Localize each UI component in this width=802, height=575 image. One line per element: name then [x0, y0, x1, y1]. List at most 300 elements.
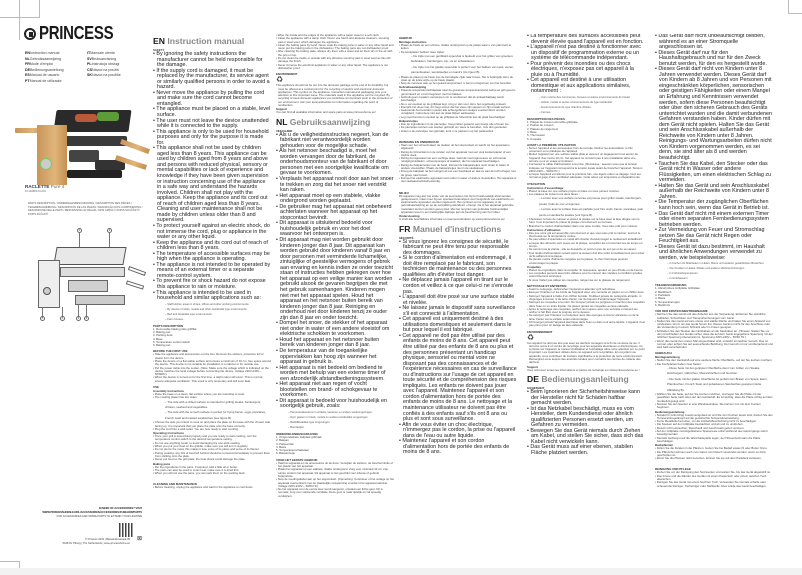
- qr-code: [119, 523, 133, 537]
- subsection-title: AVANT LA PREMIÈRE UTILISATION: [527, 142, 576, 147]
- instruction-text: 2. Poêlon de cuisson: [527, 123, 554, 128]
- instruction-text: • Stop de voedingskabel aan op het stopcontact. (Opmerking: Controleer of het voltage op het apparaat overeenkomt met de plaatselijke netspanning voordat u het apparaat aansluit. Voltage 220V-240V~, 50/60 Hz).: [276, 477, 394, 488]
- section-heading: [399, 224, 517, 234]
- heading-text: Manuel d'instructions: [412, 223, 502, 234]
- safety-bullet: • Pour prévenir des incendies ou des chocs électriques, n'exposez pas cet appareil à la pluie ou à l'humidité.: [527, 60, 634, 78]
- instruction-text: • Ne pas utiliser d'ustensiles en métal afin d'éviter d'endommager le revêtement antiadhésif.: [527, 237, 643, 242]
- subheading: Gebruiksaanwijzing: [399, 85, 427, 90]
- diagram-callout: 3: [77, 317, 80, 320]
- safety-bullet: • Ist das Netzkabel beschädigt, muss es vom Hersteller, dem Kundendienst oder ähnlich qualifizierten Personen ersetzt werden, um Gefahren zu vermeiden.: [527, 405, 635, 429]
- instruction-text: • Après le nettoyage des coupelles, séchez-les toujours avec une serviette et laissez-les sécher à l'air libre avec la poignée sur le dessus.: [527, 306, 638, 315]
- instruction-text: • Stecken Sie den Stecker in eine Wandsteckdose. Sie können nun mit dem Kochen beginnen.: [655, 401, 761, 410]
- diagram-callout: 4: [61, 317, 64, 320]
- instruction-text: • The pans can also be used to cook meat, make sure it is dried thin.: [153, 467, 240, 472]
- subheading: Bedienungsanleitung: [655, 409, 685, 414]
- instruction-text: • Wenn Sie die Pfannen nicht benutzen, können Sie sie auf dem Parkdeck ventauen.: [655, 456, 762, 461]
- instruction-text: • Reinigen Sie das Gerät mit einem feuchten Tuch. Verwenden Sie niemals scharfe oder scheuernde Reiniger, Topfreiniger oder Stahlwolle. Dies würde das Gerät beschädigen.: [655, 480, 767, 488]
- list-subitem: – Boerderijen.: [288, 425, 305, 429]
- instruction-text: • Before cleaning, unplug the appliance and wait for the appliance to cool down.: [153, 485, 254, 490]
- safety-bullet: • This appliance is intended to be used in household and similar applications such as:: [153, 289, 261, 302]
- instruction-text: • Nehmen Sie das Gerät und das Zubehör aus der Verpackung. Entfernen Sie sämtliche Aufkleber, Schutzfolien und Transportsicherungen vom Gerät.: [655, 312, 766, 320]
- safety-bullet: • De gebruiker mag het apparaat niet onbeheerd achterlaten wanneer het apparaat op het stopcontact bevindt.: [276, 203, 392, 221]
- safety-bullet: • By ignoring the safety instructions the manufacturer cannot be held responsible for the damage.: [153, 51, 263, 69]
- instruction-text: • Choisissez la face de cuisson et placez la plaque sur la base avec la face dirigée vers le haut. Il est important de placer la plaque correctement sur la base.: [527, 216, 640, 225]
- safety-bullet: • Houd het apparaat en het netsnoer buiten bereik van kinderen jonger dan 8 jaar.: [276, 336, 380, 349]
- language-code: CS: [87, 67, 92, 72]
- diagram-callout: 6: [85, 317, 88, 320]
- list-subitem: – Door gasten in hotels, motels en andere residentiële omgevingen.: [288, 415, 369, 419]
- instruction-text: • Nettoyez l'appareil à l'aide d'un chiffon humide. N'utilisez jamais de nettoyants abrasifs, ni d'éponges à récurer ni de laine d'acier, car ils risquent d'endommager l'appareil.: [527, 293, 642, 301]
- instruction-text: • Reinig de binnenkant en de randen van het apparaat met een stuk keukenpapier of een zachte doek.: [399, 149, 511, 157]
- section-heading: [276, 117, 394, 127]
- instruction-text: 4. Basis: [655, 296, 666, 301]
- subsection-title: BEFORE THE FIRST USE: [153, 349, 188, 354]
- subheading: Montage-instructies: [399, 40, 427, 44]
- subsection-title: VOOR HET EERSTE GEBRUIK: [276, 457, 318, 462]
- subheading: Baking pans: [153, 461, 171, 466]
- instruction-text: • Die Pfännchen können auch zum Garen von Fleisch verwendet werden, wenn es dünn geschnitten ist.: [655, 449, 766, 457]
- instruction-text: • When you will not use the pans, you can park them on the parking deck.: [153, 471, 246, 476]
- instruction-text: • Draai de temperatuurschakelaar naar de gewenste temperatuurstand zodra uw grill goed is gemonteerd en u kunt beginnen met het bakken.: [399, 88, 516, 96]
- instruction-text: 1. Plaque de cuisson amovible grill/plate: [527, 120, 578, 125]
- language-entry: [25, 79, 87, 83]
- language-code: NL: [276, 116, 288, 127]
- language-entry: [25, 51, 87, 55]
- instruction-text: • Clean the appliance with a damp cloth. Never use harsh and abrasive cleaners, scouring pad or steel wool, which damages the appliance.: [276, 36, 390, 44]
- recycle-icon: ♻: [527, 332, 535, 342]
- product-model: Pure 4: [50, 184, 65, 189]
- safety-bullet: • Dit apparaat mag niet worden gebruikt door kinderen jonger dan 8 jaar. Dit apparaat kan worden gebruikt door kinderen vanaf 8 jaar en door personen met verminderde lichamelijke, zintuiglijke of geestelijke vermogens of gebrek aan ervaring en kennis indien ze onder toezicht staan of instructies hebben gekregen over hoe het apparaat op een veilige manier kan worden gebruikt alsook de gevaren begrijpen die met het gebruik samenhangen. Kinderen mogen niet met het apparaat spelen. Houd het apparaat en het netsnoer buiten bereik van kinderen jonger dan 8 jaar. Reiniging en onderhoud niet door kinderen tenzij ze ouder zijn dan 8 jaar en onder toezicht.: [276, 237, 393, 321]
- instruction-text: • Doorprik het vlees niet; dit zorgt ervoor dat het vlees zijn sappen en zijn smaak verliest.: [399, 104, 511, 109]
- accessory-tagline: FOR ACCESSORIES AND SPARE PARTS TO EXTEND YOUR LIFETIME: [56, 515, 142, 519]
- instruction-text: 4. Base: [527, 129, 537, 134]
- subsection-title: CLEANING AND MAINTENANCE: [153, 482, 198, 487]
- instruction-text: • Die Kochplatten haben zwei Seiten:: [655, 361, 702, 366]
- copyright: © Princess 2022 | Bassandersstraat 95: [85, 537, 130, 541]
- safety-bullet: • Dit apparaat is bedoeld voor huishoudelijk en soortgelijk gebruik, zoals:: [276, 397, 387, 410]
- language-entry: [87, 51, 147, 55]
- subsection-title: SÉCURITÉ: [399, 235, 414, 240]
- language-entry: [25, 68, 87, 72]
- language-code: EN: [25, 51, 30, 55]
- column-en: [153, 34, 271, 564]
- safety-bullet: • Das Gerät darf nicht mit einem externen Timer oder einem separaten Fernbedienungssystem betrieben werden.: [655, 210, 769, 228]
- safety-bullet: • Bewegen Sie das Gerät niemals durch Ziehen am Kabel, und stellen Sie sicher, dass sich das Kabel nicht verwickeln kann.: [527, 427, 644, 445]
- instruction-text: • Ne nettoyez pas l'intérieur ou l'extérieur avec des éponges à récurer abrasives ou de la laine d'acier car la surface serait endommagée.: [527, 313, 639, 321]
- instruction-text: • Les coupelles peuvent aussi être utilisées pour la cuisson des viandes à condition qu'elles soient finement émincées.: [527, 271, 643, 279]
- instruction-text: 5. Temperatuurschakelaar: [276, 448, 309, 453]
- instruction-text: • Place the base on a clean, flat surface where you are intending to cook.: [153, 392, 245, 397]
- safety-bullet: • Het apparaat is niet bedoeld om bediend te worden met behulp van een externe timer of een afzonderlijk afstandbedieningssysteem.: [276, 364, 386, 382]
- instruction-text: • Lorsque des aliments sont posés sur la plaque, surveillez-les et retournez-les de temps en temps.: [527, 240, 643, 249]
- cover-panel: [0, 0, 150, 575]
- instruction-text: • Auf der Grillplatte zurückgebliebene Speisereste sofort während des Garvorgangs sofort beseitigt werden.: [655, 429, 768, 437]
- language-entry: [87, 73, 147, 77]
- instruction-text: • Nettoyez les coupelles à la main. Ne trempez jamais les poignées en bambou des coupelles dans l'eau ou un autre liquide. Ne placez jamais les coupelles au lave-vaisselle.: [527, 300, 645, 308]
- language-code: FR: [399, 223, 411, 234]
- safety-bullet: • De temperatuur van de toegankelijke oppervlakken kan hoog zijn wanneer het apparaat in gebruik is.: [276, 347, 377, 366]
- instruction-text: 3. Parkdeck: [655, 293, 671, 298]
- list-subitem: – Die Seite mit der glatten Oberfläche ist perfekt zum Braten von Speck, Eiern, Pfannkuchen, French Toast und gebackenen Sandwiches geeignet (siehe Abbildung B).: [667, 376, 768, 392]
- list-subitem: – Environnements de type chambre d'hôtes.: [539, 106, 592, 110]
- safety-bullet: • This appliance is only to be used for household purposes and only for the purpose it is made for.: [153, 128, 269, 146]
- safety-bullet: • Maintenez l'appareil et son cordon d'alimentation hors de portée des enfants de moins de 8 ans.: [399, 438, 510, 456]
- subheading: Instructions d'assemblage: [527, 185, 564, 190]
- instruction-text: • Placez les ingrédients dans la coupelle. Si nécessaire, ajoutez un peu d'huile ou de beurre.: [527, 267, 644, 272]
- instruction-text: • Place the device on a flat stable surface and ensure a minimum of 10 cm. free space around the device. This device is not suitable for installation in a cabinet or for outside use.: [153, 358, 271, 367]
- subsection-title: DESCRIPTION DES PIÈCES: [527, 117, 565, 122]
- list-subitem: – Hôtels, motels et autres environnements de type résidentiel.: [539, 101, 613, 105]
- language-entry: [25, 57, 87, 61]
- safety-bullet: • Si le cordon d'alimentation est endommagé, il doit être remplacé par le fabricant, son technicien de maintenance ou des personnes qualifiées afin d'éviter tout danger.: [399, 255, 512, 278]
- product-photo: [25, 100, 140, 185]
- instruction-text: • Haal het apparaat en de accessoires uit de doos. Verwijder de stickers, de beschermfolie of het plastic van het apparaat.: [276, 460, 393, 469]
- instruction-text: • Plug the cord into a wall outlet. You are now ready to start cooking.: [153, 426, 239, 431]
- list-subitem: – Diese Seite mit der gerippten Oberfläche dient zum Grillen von Steaks, Hamburgern, Hähnchen, Meeresfrüchten und Gemüse.: [667, 366, 761, 376]
- safety-bullet: • Dit apparaat is uitsluitend bedoeld voor huishoudelijk gebruik en voor het doel waarvoor het ontworpen is.: [276, 220, 373, 238]
- subsection-title: REINIGING EN ONDERHOUD: [399, 139, 439, 144]
- list-subitem: – La face avec la surface lisse est parfaite pour frire œufs, bacon, pancakes, pain perdu et sandwichs toastés (voir figure B).: [539, 207, 644, 217]
- safety-bullet: • Als het netsnoer beschadigd is, moet het worden vervangen door de fabrikant, de onderhoudsmonteur van de fabrikant of door personen met een soortgelijke kwalificatie om gevaar te voorkomen.: [276, 148, 389, 177]
- subsection-title: VOR DER ERSTEN INBETRIEBNAHME: [655, 309, 708, 314]
- instruction-text: • Stellen Sie den Gerätefuß auf eine saubere flache Oberfläche, auf der Sie kochen möchten.: [655, 358, 773, 363]
- instruction-text: • Schließen Sie den Stecker des Netzkabels an die Steckdose an. (Hinweis: Stellen Sie vor dem Anschließen des Geräts sicher, dass die auf dem Gerät angegebene Spannung mit der örtlichen Spannung übereinstimmt. Spannung 220V-240V~, 50/60 Hz.): [655, 328, 773, 340]
- safety-bullet: • Het apparaat niet aan regen of vocht blootstellen om brand- of schokgevaar te voorkomen.: [276, 381, 378, 399]
- instruction-text: • Avant le nettoyage, débranchez l'appareil et attendez qu'il refroidisse.: [527, 287, 616, 292]
- crop-mark: [788, 0, 802, 14]
- instruction-text: • Haal voor het schoonmaken de stekker uit het stopcontact en wacht tot het apparaat is afgekoeld.: [399, 142, 510, 151]
- heading-text: Bedienungsanleitung: [541, 373, 629, 384]
- spacer: [655, 460, 773, 465]
- safety-bullet: • Dieses Gerät darf nur für den Haushaltsgebrauch und nur für den Zweck benutzt werden, für den es hergestellt wurde.: [655, 49, 767, 67]
- instruction-text: • Gebruik geen metalen voorwerpen om te voorkomen dat de antiaanbaklaag wordt beschadigd.: [399, 95, 504, 103]
- instruction-text: • Niemals Gefriergut auf die Warmhalteplatte legen, der Hitzeschock kann die Platte beschädigen.: [655, 435, 761, 443]
- safety-bullet: • The temperature of accessible surfaces may be high when the appliance is operating.: [153, 250, 270, 263]
- safety-bullet: • Cet appareil est uniquement destiné à des utilisations domestiques et seulement dans le but pour lequel il est fabriqué.: [399, 316, 512, 334]
- safety-bullet: • Cet appareil est destiné à une utilisation domestique et aux applications similaires, notamment :: [527, 77, 631, 95]
- language-code: FR: [25, 62, 30, 66]
- instruction-text: • Si vous n'allez pas utiliser les coupelles, rangez-les sur le plateau de rangement.: [527, 277, 631, 282]
- subheading: Support: [276, 107, 288, 112]
- column-en-nl: [276, 34, 394, 564]
- safety-bullet: • Die Temperatur der zugänglichen Oberflächen kann hoch sein, wenn das Gerät in Betrieb ist.: [655, 199, 769, 211]
- diagram-callout: 2: [108, 229, 111, 232]
- instruction-text: • Ziehen Sie vor der Reinigung den Netzstecker und warten Sie, bis das Gerät abgekühlt ist.: [655, 470, 771, 475]
- instruction-text: • Choose the side you intend to cook on and place the plate on the base with the chosen side facing up. It is important that you place the plate onto the base correctly.: [153, 420, 271, 428]
- instruction-text: 6. Bakpannetje: [276, 451, 295, 456]
- instruction-text: Vous retrouvez toutes les informations et pièces de rechange sur www.princesshome.eu !: [527, 367, 640, 372]
- accessory-url[interactable]: WWW.PRINCESSHOME.EU/NL/ACCESSOIRES/ACCESSORIES/ZUBEHÖR/PARTS: [42, 511, 142, 515]
- instruction-text: Dit apparaat mag aan het einde van de levensduur niet bij het huishoudelijk afval worden gedeponeerd, maar moet bij een speciaal inzamelpunt voor hergebruik van elektrische en elektronische apparaten worden ingeleverd. Het symbool op het apparaat, in de gebruiksaanwijzing en op de verpakking attendeert u hierop. De in het apparaat gebruikte materialen kunnen worden gerecycled. Met het recyclen van gebruikte huishoudelijke apparaten levert u een belangrijke bijdrage aan de bescherming van het milieu.: [399, 193, 514, 215]
- instruction-text: This appliance should not be put into the domestic garbage at the end of its durability, but must be offered at a central point for the recycling of electric and electronic domestic appliances. This symbol on the appliance, instruction manual and packaging puts your attention to this important issue. The materials used in this appliance can be recycled. By recycling of used domestic appliances you contribute an important push to the protection of our environment. Ask your local authorities for information regarding the point of recollection.: [276, 83, 393, 108]
- weee-bin-icon: ⊠: [137, 536, 143, 542]
- instruction-text: 6. Coupelle: [527, 136, 542, 141]
- safety-bullet: • La température des surfaces accessibles peut devenir élevée quand l'appareil est en fonction.: [527, 34, 644, 45]
- parts-diagram: [30, 225, 145, 320]
- subsection-title: ENVIRONNEMENT: [527, 329, 553, 334]
- language-label: Návod na použitie: [92, 73, 121, 77]
- safety-bullet: • Tauchen Sie das Kabel, den Stecker oder das Gerät nicht in Wasser oder andere Flüssigkeiten, um einen elektrischen Schlag zu vermeiden.: [655, 160, 772, 184]
- language-code: SK: [87, 73, 92, 77]
- safety-bullet: • If the supply cord is damaged, it must be replaced by the manufacturer, its service agent or similarly qualified persons in order to avoid a hazard.: [153, 67, 270, 91]
- list-subitem: – The side with the smooth surface is perfect for frying bacon, eggs, pancakes, French toast and toasted sandwiches (see figure B).: [165, 410, 266, 420]
- section-heading: [527, 374, 645, 384]
- instruction-text: • During cooking, any bits of food left behind should be removed immediately to prevent them from sticking onto the plate.: [153, 450, 271, 458]
- instruction-text: • Put the power cable into the socket. (Note: Make sure the voltage which is indicated on the device matches the local voltage before connecting the device. Voltage 220V-240V~, 50/60Hz).: [153, 365, 269, 377]
- product-title: [25, 184, 64, 189]
- instruction-text: 3. Parking deck: [153, 333, 173, 338]
- spacer: [399, 133, 517, 138]
- language-label: Bruksanvisning: [91, 56, 117, 61]
- instruction-text: • Take the appliance and accessories out the box. Remove the stickers, protective foil or plastic from the device.: [153, 352, 264, 360]
- list-subitem: – By clients in hotels, motels and other residential type environments.: [165, 307, 248, 311]
- product-name: RACLETTE: [25, 184, 50, 189]
- instruction-text: • Essuyez l'intérieur et les bords de l'appareil avec une serviette en papier ou un chiffon doux.: [527, 290, 645, 295]
- instruction-text: 5. Temperaturregler: [655, 299, 680, 304]
- instruction-text: • Once your grill is assembled properly and you are ready to start cooking, turn the temperature control switch to the desired temperature setting.: [153, 434, 257, 442]
- instruction-text: • Les plaques de cuisson ont deux faces :: [527, 192, 580, 197]
- safety-bullet: • Das Gerät darf nicht unbeaufsichtigt bleiben, während es an einer Stromquelle angeschlossen ist.: [655, 34, 765, 51]
- subsection-title: REINIGUNG UND PFLEGE: [655, 467, 691, 472]
- instruction-text: • Plaats de plaat op de basis met de benodigde zijde naar boven. Het is belangrijk dat u de plaat op de juiste wijze op de basis plaatst.: [399, 74, 514, 82]
- parts-description-heading: PARTS DESCRIPTION / ONDERDELENBESCHRIJVING / DESCRIPTION DES PIÈCES / TEILEBESCHREIBUNG / DESCRIPCIÓN DE LAS PIEZAS / DESCRIÇÃO DOS COMPONENTES / DESCRIZIONE DELLE PARTI / BESKRIVNING AV DELAR / OPIS CZĘŚCI / POPIS SOUČÁSTÍ / POPIS SÚČASTÍ: [28, 202, 143, 216]
- safety-bullet: • Dieses Gerät darf nicht von Kindern unter 8 Jahren verwendet werden. Dieses Gerät darf von Kindern ab 8 Jahren und von Personen mit eingeschränkten körperlichen, sensorischen oder geistigen Fähigkeiten oder einem Mangel an Erfahrung und Kenntnissen verwendet werden, sofern diese Personen beaufsichtigt oder über den sicheren Gebrauch des Geräts unterrichtet wurden und die damit verbundenen Gefahren verstanden haben. Kinder dürfen mit dem Gerät nicht spielen. Halten Sie das Gerät und sein Anschlusskabel außerhalb der Reichweite von Kindern unter 8 Jahren. Reinigungs- und Wartungsarbeiten dürfen nicht von Kindern vorgenommen werden, es sei denn, sie sind älter als 8 und werden beaufsichtigt.: [655, 66, 772, 162]
- instruction-text: • Put the ingredients in the pans. If required, add a little oil or butter.: [153, 464, 238, 469]
- subheading: Instructions d'utilisation: [527, 227, 561, 232]
- instruction-text: • Do not use anything metal, to avoid damaging the non-stick coating.: [153, 440, 241, 445]
- subsection-title: ENVIRONMENT: [276, 72, 298, 77]
- language-entry: [87, 62, 147, 66]
- list-subitem: – Personeelskeukens in winkels, kantoren en andere werkomgevingen.: [288, 410, 373, 414]
- instruction-text: 1. Removable baking plate grill/flat: [153, 326, 197, 331]
- instruction-text: • Reinig het apparaat met een vochtige doek. Gebruik nooit agressieve en schurende reinigingsmiddelen, schuursponsjes of staalwol, die het apparaat beschadigen.: [399, 156, 507, 164]
- instruction-text: • Doe de ingrediënten in de pannetjes. Voeg indien gewenst een beetje olie of boter toe.: [399, 122, 510, 127]
- column-nl-fr: [399, 34, 517, 564]
- language-code: IT: [87, 51, 91, 55]
- instruction-text: • Füllen Sie die Zutaten in die Pfannen. Geben Sie bei Bedarf etwas Öl oder Butter hinzu.: [655, 446, 768, 451]
- language-label: Bedienungsanleitung: [30, 67, 64, 72]
- crown-seal-icon: [24, 28, 36, 40]
- subheading: Support: [527, 364, 539, 369]
- instruction-text: 2. Bakpan: [276, 438, 289, 443]
- diagram-callout: 1: [78, 229, 81, 232]
- subsection-title: GEBRUIK: [399, 36, 413, 40]
- list-subitem: – Coin cuisine des commerces, bureaux et autres environnements de travail.: [539, 96, 631, 100]
- language-label: Manual de usuario: [29, 73, 60, 77]
- instruction-text: • Clean the baking pans by hand. Never soak the baking pans in water or any other liquid and never put the baking pans in the dishwasher. The baking pans are not dishwasher proof.: [276, 42, 394, 51]
- instruction-text: You can find all available information and spare parts at www.princesshome.eu!: [276, 110, 376, 115]
- instruction-text: • Wählen Sie die Seite, auf der Sie kochen möchten, und legen Sie die Platte mit der gewählten Seite nach oben auf den Gerätefuß. Es ist wichtig, dass die Platte richtig auf dem Gerätefuß gelegt wird.: [655, 392, 773, 403]
- diagram-callout: 5: [41, 317, 44, 320]
- safety-bullet: • Si vous ignorez les consignes de sécurité, le fabricant ne peut être tenu pour responsable des dommages.: [399, 238, 510, 256]
- instruction-text: • Ne jamais mettre d'aliments congelés sur la plaque, le choc thermique pourrait endommager la plaque.: [527, 257, 628, 265]
- language-list: [25, 51, 145, 83]
- instruction-text: • Mettez l'appareil sur une surface stable plate et assurez un dégagement tout autour de l'appareil d'au moins 10 cm. Cet appareil ne convient pas à une installation dans une armoire ou à un usage à l'extérieur.: [527, 152, 638, 163]
- subsection-title: ONDERDELENBESCHRIJVING: [276, 431, 318, 436]
- safety-bullet: • Halten Sie das Gerät und sein Anschlusskabel außerhalb der Reichweite von Kindern unter 8 Jahren.: [655, 182, 769, 200]
- instruction-text: • Stellen Sie das Gerät auf eine ebene und stabile Fläche und halten Sie einen Abstand von mindestens 10 cm um das Gerät herum frei. Dieses Gerät ist nicht für den Anschluss oder die Verwendung in einem Schrank oder im Freien geeignet.: [655, 318, 771, 330]
- safety-bullet: • Dieses Gerät ist dazu bestimmt, im Haushalt und ähnlichen Anwendungen verwendet zu werden, wie beispielsweise:: [655, 243, 765, 261]
- language-code: DE: [527, 373, 539, 384]
- spacer: [399, 184, 517, 189]
- heading-text: Gebruiksaanwijzing: [289, 116, 371, 127]
- language-code: PL: [87, 62, 92, 66]
- safety-bullet: • The appliance is not intended to be operated by means of an external timer or a separate remote-control system.: [153, 261, 271, 279]
- recycle-icon: ♻: [276, 75, 284, 85]
- list-subitem: – La face avec une surface nervurée est prévue pour griller steaks, hamburgers, poulet, fruits de mer et légumes.: [539, 196, 642, 206]
- list-subitem: – De zijde met een geribbeld oppervlak is bedoeld voor het grillen van groenten, biefstukken, hamburgers, kip, vis en schaaldieren.: [411, 53, 514, 64]
- list-subitem: – Bed&Breakfast-type omgevingen.: [288, 420, 331, 424]
- safety-bullet: • L'appareil n'est pas destiné à fonctionner avec un dispositif de programmation externe ou un système de télécommande indépendant.: [527, 44, 641, 62]
- instruction-text: • Tout résidu d'alimentation restant après la cuisson doit être retiré immédiatement pour éviter qu'ils adhèrent à la plaque.: [527, 250, 645, 258]
- instruction-text: • Plaats het apparaat op een stabiele, vlakke ondergrond. Zorg voor minimaal 10 cm vrije ruimte rondom het apparaat. Dit apparaat is niet geschikt voor inbouw of gebruik buitenshuis.: [276, 467, 388, 478]
- instruction-text: 1. Abnehmbare Grillplatte Grill/plate: [655, 286, 700, 291]
- heading-text: Instruction manual: [167, 36, 245, 46]
- instruction-text: • Ne percez pas la viande ; elle se dessèche et perd un peu de son jus et de sa saveur.: [527, 247, 637, 252]
- safety-bullet: • Zur Vermeidung von Feuer und Stromschlag setzen Sie das Gerät nicht Regen oder Feuchtigkeit aus.: [655, 227, 765, 245]
- instruction-text: 4. Basis: [276, 444, 287, 449]
- language-entry: [25, 62, 87, 66]
- language-code: NL: [25, 56, 30, 61]
- instruction-text: 1. Ontgrendelbare bakplaat grill/vlak: [276, 434, 322, 439]
- subheading: Ondersteuning: [399, 214, 420, 219]
- list-subitem: – Fermes.: [539, 111, 552, 115]
- instruction-text: • N'immergez jamais l'appareil électrique dans l'eau ou dans tout autre liquide. L'appareil n'est pas prévu pour un lavage au lave-vaisselle.: [527, 320, 645, 328]
- instruction-text: • Reinig de bakpannetjes met de hand. Dompel de bakpannetjes nooit onder in water of andere vloeistoffen. Plaats de bakpannetjes niet in de vaatwasser.: [399, 162, 510, 171]
- instruction-text: 3. Parkeerdek: [276, 441, 294, 446]
- list-subitem: – In Küchen für Mitarbeiter in Läden, Büros und anderen gewerblichen Bereichen.: [667, 262, 765, 266]
- instruction-text: • Placez la base sur une surface propre et plane où vous pensez cuisiner.: [527, 188, 620, 193]
- address: 5048 AV Tilburg | The Netherlands | www.princesshome.eu: [62, 541, 130, 545]
- language-code: ES: [25, 73, 30, 77]
- instruction-text: • After cleaning the baking plate, always dry them with a towel and let them dry in the air with the grip on top.: [276, 49, 393, 57]
- subsection-title: SICHERHEIT: [527, 385, 545, 390]
- subsection-title: VEILIGHEID: [276, 128, 293, 133]
- column-fr-de: [527, 34, 645, 564]
- instruction-text: Cet appareil ne doit pas être jeté avec les déchets ménagers à la fin de sa durée de vie, il doit être remis à un centre de recyclage pour les appareils électriques et électroniques. Ce symbole sur l'appareil, le manuel d'utilisation et l'emballage attire votre attention sur ce point important. Les matériaux utilisés dans cet appareil sont recyclables. En recyclant vos appareils, vous contribuez de manière significative à la protection de notre environnement. Renseignez-vous auprès des autorités locales pour connaître les centres de collecte des déchets.: [527, 340, 645, 365]
- instruction-text: U vindt alle beschikbare informatie en reserveonderdelen op www.princesshome.eu!: [399, 217, 505, 222]
- instruction-text: • Branchez le cordon d'alimentation dans une prise murale. Vous êtes prêt pour cuisiner.: [527, 223, 638, 228]
- instruction-text: 2. Baking pan: [153, 329, 171, 334]
- instruction-text: • When you put your food on the griddle, make sure you will turn it regularly.: [153, 444, 249, 449]
- subheading: Coupelles: [527, 264, 541, 269]
- instruction-text: • De kookplaten hebben twee zijden:: [399, 49, 446, 54]
- brand-name: PRINCESS: [39, 23, 114, 44]
- language-label: Instruction manual: [30, 51, 60, 55]
- language-label: Instrukcja obsługi: [91, 62, 120, 66]
- instruction-text: • Never put food on the grill plate, the heat shock could damage the plate.: [153, 457, 246, 462]
- safety-bullet: • Het apparaat moet op een stabiele, vlakke ondergrond worden geplaatst.: [276, 192, 381, 205]
- safety-bullet: • This appliance shall not be used by children aged less than 8 years. This appliance can be used by children aged from 8 years and above and persons with reduced physical, sensory or mental capabilities or lack of experience and knowledge if they have been given supervision or instruction concerning use of the appliance in a safe way and understand the hazards involved. Children shall not play with the appliance. Keep the appliance and its cord out of reach of children aged less than 8 years. Cleaning and user maintenance shall not be made by children unless older than 8 and supervised.: [153, 145, 269, 224]
- safety-bullet: • Das Gerät muss auf einer ebenen, stabilen Fläche platziert werden.: [527, 444, 633, 456]
- subheading: Bakpannetjes: [399, 119, 418, 124]
- safety-bullet: • To prevent fire or shock hazard do not expose this appliance to rain or moisture.: [153, 278, 266, 290]
- instruction-text: • Plaats de basis op een schone, vlakke ondergrond op de plaats waar u van plan bent te koken.: [399, 43, 512, 51]
- safety-bullet: • Verplaats het apparaat nooit door aan het snoer te trekken en zorg dat het snoer niet verstrikt kan raken.: [276, 176, 394, 194]
- instruction-text: 5. Temperature control switch: [153, 339, 191, 344]
- language-label: Manuale utente: [90, 51, 115, 55]
- safety-bullet: • L'appareil doit être posé sur une surface stable et nivelée.: [399, 294, 515, 306]
- accessory-text: IN NEED OF ACCESSORIES? VISIT: [98, 507, 142, 510]
- instruction-text: • Dès que votre gril est assemblé correctement et que vous êtes prêt à cuisiner, tournez le thermostat sur la température voulue.: [527, 230, 641, 239]
- language-label: Manual de utilizador: [29, 78, 62, 83]
- instruction-text: • De pannetjes kunnen ook worden gebruikt om vlees te bereiden, mits dun gesneden.: [399, 125, 508, 130]
- subsection-title: NETTOYAGE ET ENTRETIEN: [527, 284, 567, 289]
- safety-bullet: • Afin de vous éviter un choc électrique, n'immergez pas le cordon, la prise ou l'appareil dans de l'eau ou autre liquide.: [399, 421, 516, 439]
- instruction-text: • Das Innere und die Ränder des Geräts mit einem Papiertuch oder einem weichen Tuch abwischen.: [655, 473, 767, 482]
- instruction-text: • Gedurende het bereiden moeten alle achtergebleven stukjes voedsel direct worden verwijderd, zodat deze niet aan de plaat blijven aankoeken.: [399, 108, 506, 116]
- subsection-title: PARTS DESCRIPTION: [153, 323, 184, 328]
- instruction-text: • Wipe the inside and the edges of the appliance with a paper towel or a soft cloth.: [276, 34, 380, 37]
- instruction-text: 3. Plateau de rangement: [527, 126, 559, 131]
- subsection-title: USE: [153, 385, 159, 390]
- instruction-text: • Never immerse the electrical appliance in water or any other liquid. The appliance is not dishwasher proof.: [276, 62, 388, 70]
- language-code: DE: [25, 67, 30, 72]
- instruction-text: • Als u uw voedsel op de grillplaat legt, zorg er dan voor dat u het regelmatig omkeert.: [399, 101, 507, 106]
- list-subitem: – Farm houses.: [165, 317, 184, 321]
- safety-bullet: • Cet appareil ne doit pas être utilisé par des enfants de moins de 8 ans. Cet appareil peut être utilisé par des enfants de 8 ans ou plus et des personnes présentant un handicap physique, sensoriel ou mental voire ne disposant pas des connaissances et de l'expérience nécessaires en cas de surveillance ou d'instructions sur l'usage de cet appareil en toute sécurité et de compréhension des risques impliqués. Les enfants ne doivent pas jouer avec l'appareil. Maintenez l'appareil et son cordon d'alimentation hors de portée des enfants de moins de 8 ans. Le nettoyage et la maintenance utilisateur ne doivent pas être confiés à des enfants sauf s'ils ont 8 ans ou plus et sont sous surveillance.: [399, 332, 517, 423]
- instruction-text: • Stop de netsnoer aan op het geaard stopcontact. U bent nu begonnen met het bereiden.: [399, 81, 512, 86]
- subheading: Montageanleitung: [655, 355, 680, 360]
- column-de: [655, 34, 773, 564]
- list-subitem: – Staff kitchen areas in shops, offices and other working environments.: [165, 302, 250, 306]
- safety-bullet: • Ne laissez jamais le dispositif sans surveillance s'il est connecté à l'alimentation.: [399, 305, 516, 317]
- subheading: Operating instructions: [153, 431, 184, 436]
- subheading: Assembly instructions: [153, 389, 185, 394]
- spacer: [153, 475, 271, 480]
- language-label: Mode d'emploi: [29, 62, 54, 66]
- instruction-text: • Als het apparaat voor de eerste keer wordt aangezet, ontstaat een lichte geur. Dit is normaal, zorg voor voldoende ventilatie. Deze geur is maar tijdelijk en zal spoedig verdwijnen.: [276, 487, 383, 498]
- subsection-title: GEBRAUCH: [655, 351, 672, 356]
- instruction-text: • Sortez l'appareil et les accessoires hors de la boîte. Retirez les autocollants, le film protecteur ou le plastique de l'appareil.: [527, 145, 633, 154]
- princess-logo: [24, 25, 113, 42]
- list-subitem: – Bed and breakfast type environments.: [165, 312, 213, 316]
- list-subitem: – In Frühstückspensionen.: [667, 272, 699, 276]
- instruction-text: • Keine Metallteile benutzen, um die Antihaft-Beschichtung nicht zu beschädigen.: [655, 419, 757, 424]
- safety-bullet: • The user must not leave the device unattended while it is connected to the supply.: [153, 117, 269, 130]
- instruction-text: • Indien u de pannetjes niet gebruikt, kunt u ze parkeren op het parkeerdek.: [399, 128, 494, 133]
- safety-bullet: • Keep the appliance and its cord out of reach of children less than 8 years.: [153, 239, 268, 252]
- subsection-title: TEILEBESCHREIBUNG: [655, 283, 687, 288]
- language-label: Gebruiksaanwijzing: [29, 56, 61, 61]
- instruction-text: • Fleisch nicht einstechen; Fleischsaft und Geschmack gehen verloren.: [655, 425, 745, 430]
- safety-bullet: • To protect yourself against an electric shock, do not immerse the cord, plug or appliance in the water or any other liquid.: [153, 222, 270, 241]
- list-subitem: – In Gutshäusern.: [667, 277, 689, 281]
- language-label: Návod na použití: [92, 67, 119, 72]
- language-code: SV: [87, 56, 92, 61]
- instruction-text: • Leg nooit bevroren voedsel op de grillplaat de hitteschok kan de plaat beschadigen.: [399, 114, 506, 119]
- instruction-text: • Dompel het elektrische apparaat nooit onder in water of andere vloeistoffen. Het apparaat is niet vaatwasmachinebestendig.: [399, 175, 517, 184]
- instruction-text: • Droog de bakplaat na het reinigen af met een handdoek en laat ze aan de lucht drogen met de greep naar boven.: [399, 169, 516, 177]
- product-code: 01.162850.01.001: [25, 190, 46, 193]
- instruction-text: • Do not pierce the meat; this makes it lose some of its juices and some of its flavour.: [153, 447, 260, 452]
- instruction-text: • When the device is turned on for the first time, a slight odour will occur. This is normal, ensure adequate ventilation. This smell is only temporary and will soon fade.: [153, 375, 264, 383]
- safety-bullet: • The appliance must be placed on a stable, level surface.: [153, 106, 271, 119]
- instruction-text: 2. Backblech: [655, 289, 672, 294]
- safety-bullet: • Als u de veiligheidsinstructies negeert, kan de fabrikant niet verantwoordelijk worden gehouden voor de mogelijke schade.: [276, 131, 389, 149]
- list-subitem: – De zijde met het gladde oppervlak is perfect voor het bakken van spek, eieren, pannenkoeken, wentelteefjes en toasti's (zie figuur B).: [411, 64, 514, 75]
- language-code: EN: [153, 36, 165, 46]
- instruction-text: • Wenn das Gerät zum ersten Mal eingeschaltet wird, entsteht ein leichter Geruch. Das ist normal, aber achten Sie auf ausreichende Belüftung. Der Geruch ist nur vorübergehend und wird bald verschwinden.: [655, 338, 773, 350]
- subsection-title: SAFETY: [153, 48, 165, 52]
- language-entry: [25, 73, 87, 77]
- list-subitem: – The side with a ribbed surface is intended for grilling steaks, hamburgers, chicken, seafood and vegetables.: [165, 399, 262, 410]
- section-heading: [153, 36, 271, 46]
- instruction-text: • Do not clean the inside or outside with any abrasive scouring pad or steel wool as this will damage the finish.: [276, 56, 391, 64]
- instruction-text: • The cooking plates has two sides:: [153, 395, 198, 400]
- language-entry: [87, 68, 147, 72]
- instruction-text: 4. Base: [153, 336, 163, 341]
